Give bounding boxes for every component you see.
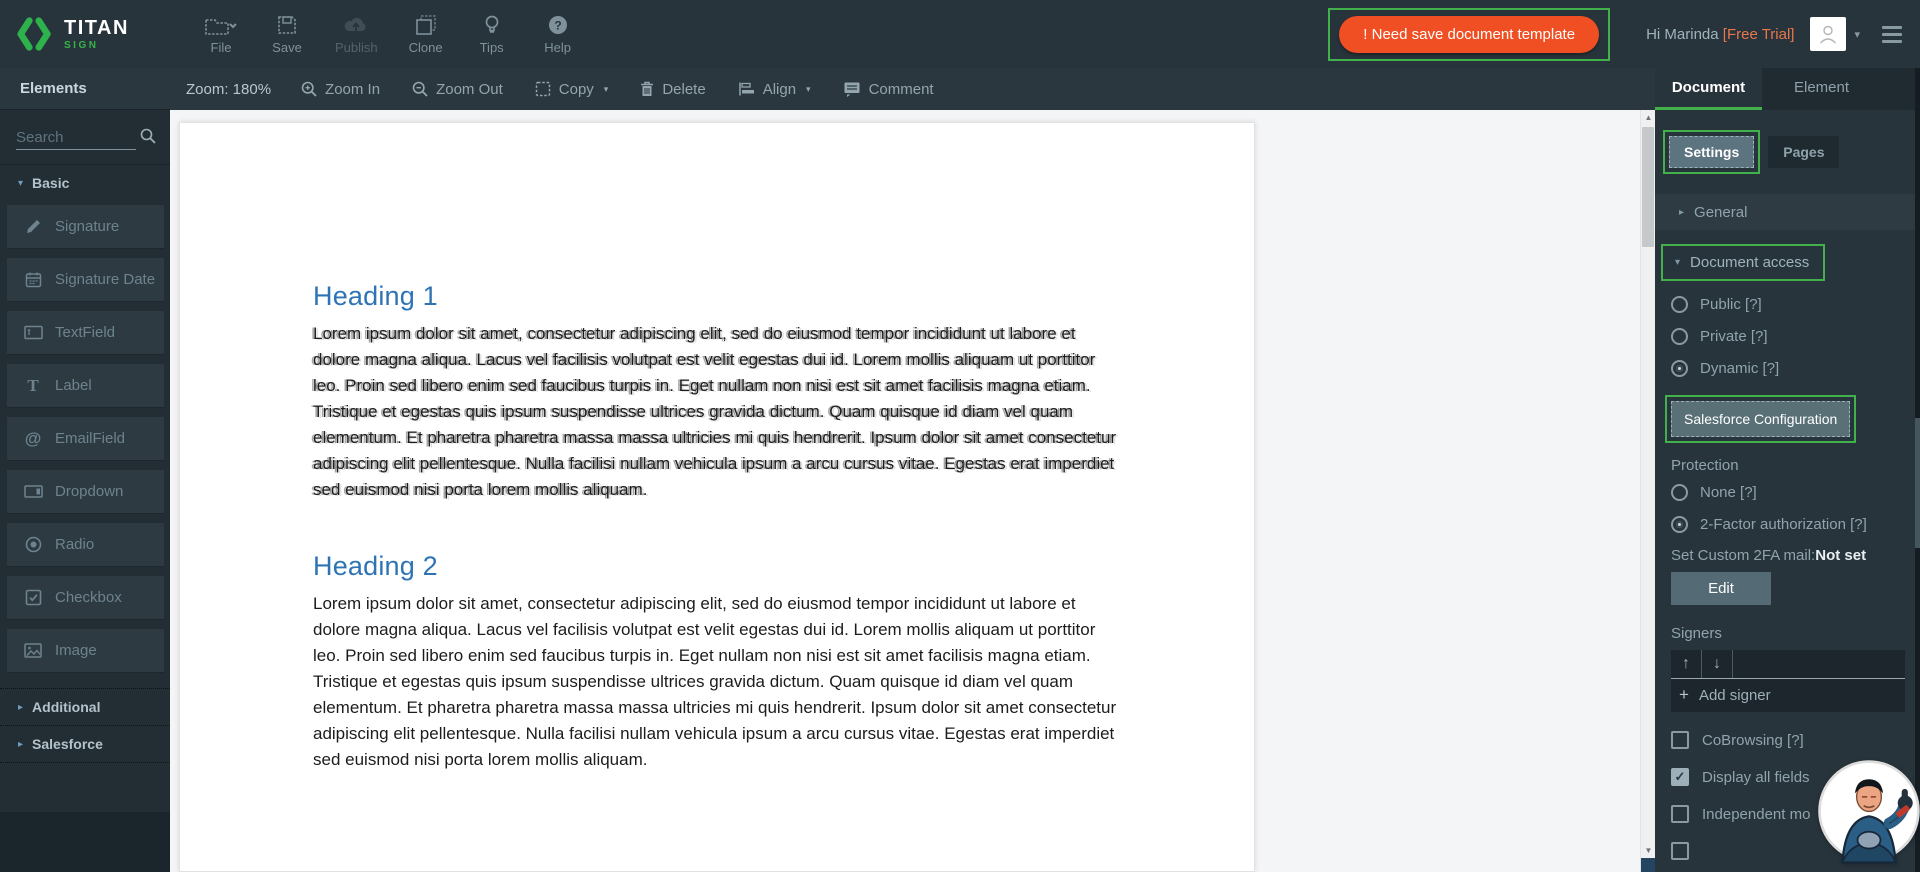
titan-sign-logo[interactable] [0,15,175,53]
salesforce-section-header[interactable] [0,726,170,762]
radio-icon [1671,484,1688,501]
checkbox-unchecked-icon [1671,731,1689,749]
settings-button[interactable]: Settings [1669,136,1754,168]
save-label: Save [272,40,302,55]
scrollbar-thumb[interactable] [1642,127,1654,247]
general-section-header[interactable] [1655,194,1920,230]
element-label: Radio [55,536,95,553]
publish-button[interactable] [335,13,378,55]
add-signer-label: Add signer [1698,686,1771,704]
dropdown-icon [23,484,43,499]
clone-label: Clone [408,40,443,55]
page-content [180,123,1254,773]
clone-icon [414,14,438,36]
pencil-icon [23,218,43,235]
checkbox-label: CoBrowsing [?] [1702,731,1804,749]
cloud-upload-icon [343,14,369,36]
user-greeting [1646,26,1794,43]
chevron-down-icon: ▾ [18,177,24,189]
custom-2fa-value: Not set [1815,547,1867,564]
clone-button[interactable] [408,13,444,55]
alert-highlight-box [1328,8,1610,61]
calendar-icon [23,271,43,288]
zoom-in-button[interactable] [301,81,380,98]
protection-option-none[interactable] [1671,484,1920,501]
sidebar-divider [0,762,170,763]
chevron-down-icon: ▾ [1675,257,1681,268]
canvas-scrollbar[interactable] [1640,110,1655,872]
topbar-right [1328,8,1920,61]
panel-tabs [1655,68,1920,110]
person-icon [1816,22,1840,46]
element-item-signature[interactable] [7,205,164,249]
topbar-menu [203,13,576,55]
topbar [0,0,1920,68]
document-access-label: Document access [1690,254,1810,271]
save-button[interactable] [269,13,305,55]
zoom-out-label: Zoom Out [436,80,503,98]
radio-label: Dynamic [?] [1700,360,1780,377]
copy-button[interactable] [535,81,609,98]
zoom-out-button[interactable] [412,81,503,98]
trash-icon [640,81,654,97]
edit-2fa-button[interactable]: Edit [1671,572,1771,605]
search-row [0,110,170,165]
properties-panel [1655,68,1920,872]
element-label: Image [55,642,97,659]
tab-document[interactable]: Document [1655,68,1762,110]
add-signer-button[interactable] [1671,679,1905,712]
search-input[interactable] [16,126,136,150]
access-option-public[interactable] [1671,296,1920,313]
comment-button[interactable] [843,81,934,98]
signers-label: Signers [1671,625,1722,642]
logo-title: TITAN [64,16,129,39]
document-heading-2: Heading 2 [313,551,438,581]
element-item-textfield[interactable] [7,311,164,355]
search-icon[interactable] [140,128,156,144]
protection-label: Protection [1671,457,1739,474]
access-option-dynamic[interactable] [1671,360,1920,377]
settings-highlight-box [1663,130,1760,174]
signer-move-down-button[interactable]: ↓ [1713,655,1721,672]
element-label: TextField [55,324,116,341]
lightbulb-icon [481,14,503,36]
custom-2fa-row [1671,547,1920,564]
file-menu-button[interactable] [203,13,239,55]
tab-element[interactable]: Element [1762,68,1920,110]
align-icon [738,81,755,97]
document-access-wrap [1661,244,1920,281]
document-paragraph-1: Lorem ipsum dolor sit amet, consectetur adipiscing elit, sed do eiusmod tempor incididunt ut labore et dolore magna aliqua. Lacus vel facilisis volutpat est velit egestas dui id. Lorem mollis aliquam ut porttitor leo. Proin sed libero enim sed faucibus turpis in. Eget nullam non nisi est sit amet facilisis magna etiam. Tristique et egestas quis ipsum suspendisse ultrices gravida dictum. Quam quisque id diam vel quam elementum. Et pharetra pharetra massa massa ultricies mi quis hendrerit. Ipsum dolor sit amet consectetur adipiscing elit pellentesque. Nulla facilisi nullam vehicula ipsum a arcu cursus vitae. Egestas erat imperdiet sed euismod nisi porta lorem mollis aliquam. [313,324,1117,499]
general-label: General [1694,203,1748,221]
panel-scrollbar-thumb[interactable] [1915,418,1920,548]
svg-text:?: ? [553,18,562,33]
document-heading-1: Heading 1 [313,281,438,311]
element-label: Dropdown [55,483,124,500]
cobrowsing-checkbox-row[interactable] [1671,731,1920,749]
element-item-signature-date[interactable] [7,258,164,302]
element-item-radio[interactable] [7,523,164,567]
signer-move-up-button[interactable]: ↑ [1682,655,1690,672]
titan-mascot-avatar[interactable] [1816,758,1920,864]
salesforce-config-wrap [1665,395,1920,443]
radio-label: Public [?] [1700,296,1762,313]
radio-selected-icon [1671,360,1688,377]
radio-icon [23,536,43,553]
delete-label: Delete [662,80,706,98]
delete-button[interactable] [640,81,705,98]
need-save-template-button[interactable]: ! Need save document template [1339,16,1599,53]
tips-button[interactable] [474,13,510,55]
signer-controls [1671,650,1905,679]
comment-icon [843,81,861,97]
help-button[interactable] [540,13,576,55]
plus-icon: + [1679,685,1689,704]
copy-caret-icon: ▾ [603,83,609,94]
element-label: Signature [55,218,120,235]
image-icon [23,643,43,658]
basic-section-header[interactable] [0,165,170,201]
elements-sidebar [0,68,170,872]
align-label: Align [762,80,797,98]
checkbox-unchecked-icon [1671,842,1689,860]
sidebar-footer [0,812,170,872]
radio-label: Private [?] [1700,328,1768,345]
zoom-level-label: Zoom: 180% [186,80,272,98]
chevron-right-icon: ▸ [18,701,24,713]
divider [1732,650,1733,678]
signers-box [1671,650,1905,712]
scrollbar-corner [1641,858,1655,872]
document-canvas[interactable] [170,110,1655,872]
radio-label: 2-Factor authorization [?] [1700,516,1867,533]
element-item-image[interactable] [7,629,164,673]
help-icon [547,14,569,36]
publish-label: Publish [335,40,378,55]
pages-button[interactable]: Pages [1768,136,1839,168]
hamburger-menu-icon[interactable] [1882,26,1902,43]
logo-subtitle: SIGN [64,39,99,51]
help-label: Help [544,40,572,55]
element-label: Signature Date [55,271,156,288]
basic-section-label: Basic [32,175,70,191]
element-list [0,201,170,688]
zoom-in-icon [301,81,317,97]
checkbox-unchecked-icon [1671,805,1689,823]
copy-label: Copy [558,80,594,98]
checkbox-label: Display all fields [1702,768,1810,786]
zoom-out-icon [412,81,428,97]
element-item-dropdown[interactable] [7,470,164,514]
document-paragraph-2: Lorem ipsum dolor sit amet, consectetur adipiscing elit, sed do eiusmod tempor incididunt ut labore et dolore magna aliqua. Lacus vel facilisis volutpat est velit egestas dui id. Lorem mollis aliquam ut porttitor leo. Proin sed libero enim sed faucibus turpis in. Eget nullam non nisi est sit amet facilisis magna etiam. Tristique et egestas quis ipsum suspendisse ultrices gravida dictum. Quam quisque id diam vel quam elementum. Et pharetra pharetra massa massa ultricies mi quis hendrerit. Ipsum dolor sit amet consectetur adipiscing elit pellentesque. Nulla facilisi nullam vehicula ipsum a arcu cursus vitae. Egestas erat imperdiet sed euismod nisi porta lorem mollis aliquam. [313,594,1117,769]
titan-logo-icon [16,15,54,53]
element-label: Checkbox [55,589,122,606]
logo-text [64,18,129,51]
user-menu-caret-icon[interactable]: ▾ [1854,28,1860,41]
document-access-header[interactable] [1661,244,1825,281]
checkbox-icon [23,589,43,606]
checkbox-checked-icon: ✓ [1671,768,1689,786]
label-t-icon: T [27,375,39,395]
scrollbar-up-icon[interactable]: ▲ [1644,113,1653,122]
align-caret-icon: ▾ [806,83,811,94]
custom-2fa-label: Set Custom 2FA mail: [1671,547,1816,564]
element-item-emailfield[interactable] [7,417,164,461]
chevron-right-icon: ▸ [18,738,24,750]
radio-selected-icon [1671,516,1688,533]
document-page[interactable] [179,122,1255,872]
element-label: Label [55,377,92,394]
comment-label: Comment [868,80,934,98]
file-label: File [210,40,232,55]
protection-option-2fa[interactable] [1671,516,1920,533]
salesforce-section-label: Salesforce [32,736,103,752]
salesforce-config-highlight-box [1665,395,1856,443]
align-button[interactable] [738,81,811,98]
additional-section-label: Additional [32,699,101,715]
textfield-icon [23,325,43,340]
folder-icon [204,14,238,36]
radio-icon [1671,296,1688,313]
tips-label: Tips [479,40,504,55]
salesforce-configuration-button[interactable]: Salesforce Configuration [1671,401,1850,437]
copy-icon [535,81,551,97]
scrollbar-down-icon[interactable]: ▼ [1644,846,1653,855]
settings-pages-row [1663,130,1920,174]
additional-section-header[interactable] [0,689,170,725]
at-icon: @ [24,428,42,448]
canvas-toolbar [170,68,1655,110]
checkbox-label: Independent mo [1702,805,1811,823]
zoom-in-label: Zoom In [325,80,381,98]
element-item-checkbox[interactable] [7,576,164,620]
free-trial-badge: [Free Trial] [1722,25,1795,43]
chevron-right-icon: ▸ [1679,206,1685,218]
radio-label: None [?] [1700,484,1757,501]
access-option-private[interactable] [1671,328,1920,345]
greeting-text: Hi Marinda [1646,25,1723,43]
sidebar-title: Elements [0,68,170,110]
element-item-label[interactable] [7,364,164,408]
save-floppy-icon [276,14,298,36]
radio-icon [1671,328,1688,345]
user-avatar[interactable] [1810,17,1846,51]
element-label: EmailField [55,430,126,447]
